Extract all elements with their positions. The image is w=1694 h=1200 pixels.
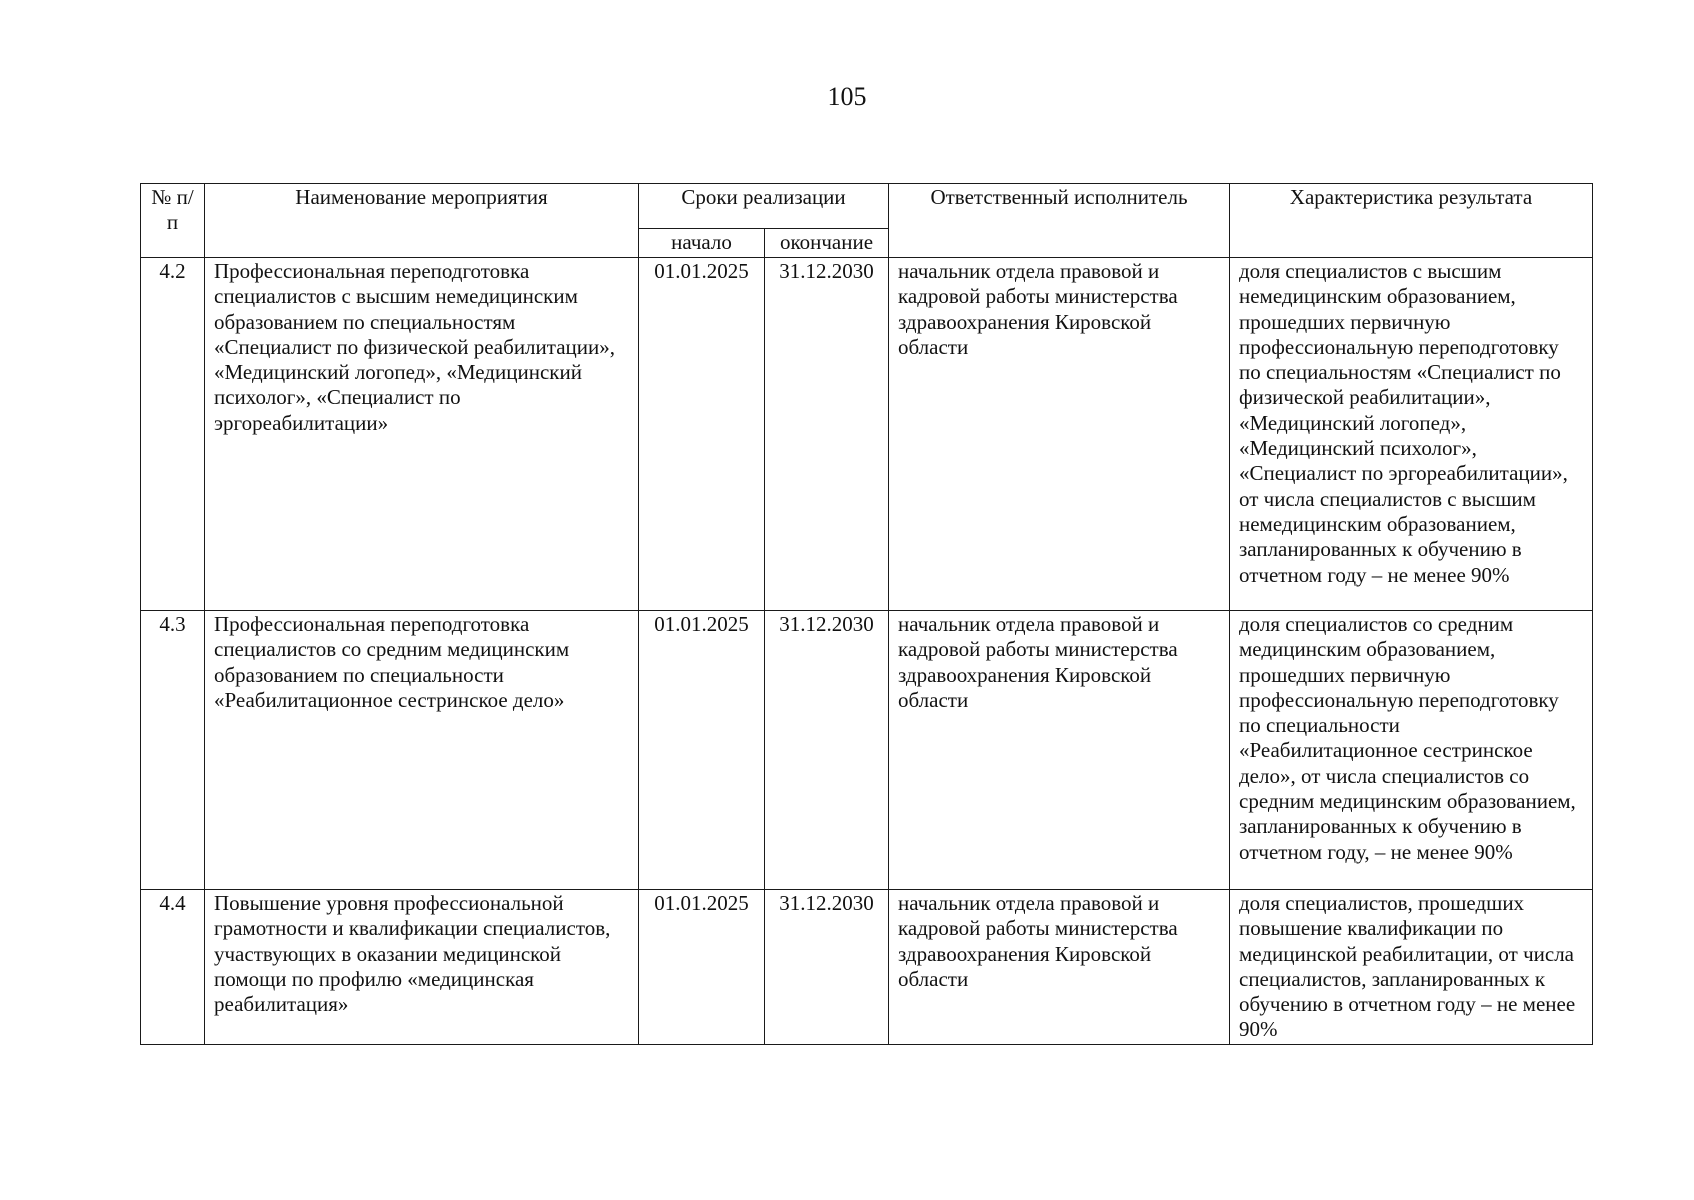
row-executor: начальник отдела правовой и кадровой работы министерства здравоохранения Кировской области <box>889 258 1230 611</box>
row-start: 01.01.2025 <box>639 611 765 890</box>
header-row <box>141 184 1593 229</box>
table-row <box>141 611 1593 890</box>
row-result: доля специалистов с высшим немедицинским образованием, прошедших первичную профессиональную переподготовку по специальностям «Специалист по физической реабилитации», «Медицинский логопед», «Медицинский психолог», «Специалист по эргореабилитации», от числа специалистов с высшим немедицинским образованием, запланированных к обучению в отчетном году – не менее 90% <box>1230 258 1593 611</box>
row-name: Профессиональная переподготовка специалистов со средним медицинским образованием по специальности «Реабилитационное сестринское дело» <box>205 611 639 890</box>
header-period: Сроки реализации <box>639 184 889 229</box>
table-row <box>141 890 1593 1045</box>
header-num: № п/п <box>141 184 205 258</box>
row-name: Повышение уровня профессиональной грамотности и квалификации специалистов, участвующих в оказании медицинской помощи по профилю «медицинская реабилитация» <box>205 890 639 1045</box>
row-end: 31.12.2030 <box>765 258 889 611</box>
row-end: 31.12.2030 <box>765 890 889 1045</box>
header-executor: Ответственный исполнитель <box>889 184 1230 258</box>
header-name: Наименование мероприятия <box>205 184 639 258</box>
header-result: Характеристика результата <box>1230 184 1593 258</box>
row-executor: начальник отдела правовой и кадровой работы министерства здравоохранения Кировской области <box>889 890 1230 1045</box>
row-num: 4.4 <box>141 890 205 1045</box>
row-end: 31.12.2030 <box>765 611 889 890</box>
row-result: доля специалистов со средним медицинским образованием, прошедших первичную профессиональную переподготовку по специальности «Реабилитационное сестринское дело», от числа специалистов со средним медицинским образованием, запланированных к обучению в отчетном году, – не менее 90% <box>1230 611 1593 890</box>
header-end: окончание <box>765 229 889 258</box>
page-number: 105 <box>827 82 867 111</box>
row-start: 01.01.2025 <box>639 890 765 1045</box>
row-start: 01.01.2025 <box>639 258 765 611</box>
row-num: 4.3 <box>141 611 205 890</box>
row-num: 4.2 <box>141 258 205 611</box>
row-executor: начальник отдела правовой и кадровой работы министерства здравоохранения Кировской области <box>889 611 1230 890</box>
row-result: доля специалистов, прошедших повышение квалификации по медицинской реабилитации, от числа специалистов, запланированных к обучению в отчетном году – не менее 90% <box>1230 890 1593 1045</box>
measures-table <box>140 183 1593 1045</box>
table-row <box>141 258 1593 611</box>
header-start: начало <box>639 229 765 258</box>
row-name: Профессиональная переподготовка специалистов с высшим немедицинским образованием по специальностям «Специалист по физической реабилитации», «Медицинский логопед», «Медицинский психолог», «Специалист по эргореабилитации» <box>205 258 639 611</box>
table-header <box>141 184 1593 258</box>
